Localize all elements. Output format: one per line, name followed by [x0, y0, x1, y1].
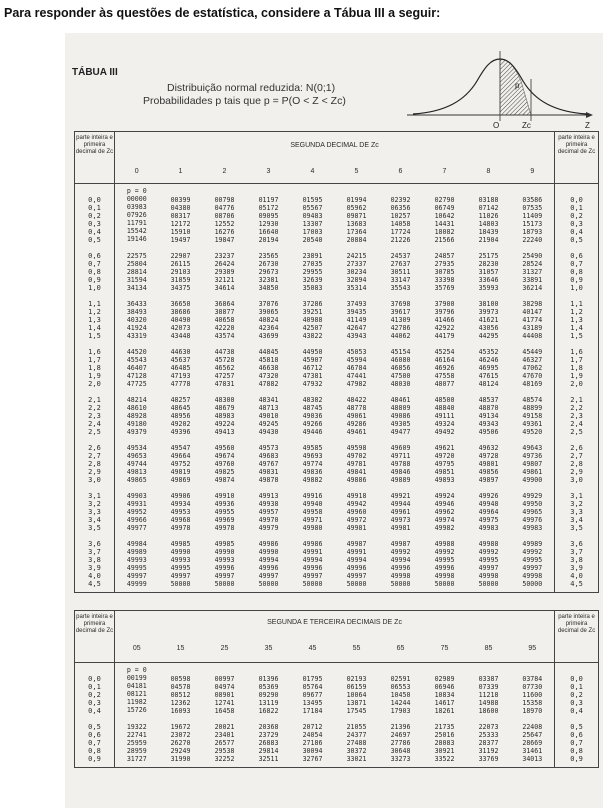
- value-cell: 03188 07142 11026 14803 18439 21904: [478, 196, 499, 244]
- value-cell: 49986 49990 49994 49996 49997 50000: [247, 536, 291, 593]
- value-cell: 45352 46246 46995 47615 48124: [478, 348, 499, 388]
- normal-curve-diagram: [405, 37, 597, 129]
- intro-text: Para responder às questões de estatística, considere a Tábua III a seguir:: [4, 6, 441, 20]
- table-row: [75, 392, 599, 440]
- table1-caption: SEGUNDA DECIMAL DE Zc: [115, 132, 555, 161]
- value-cell: 48214 48610 48928 49180 49379: [126, 396, 147, 436]
- value-cell: 44845 45818 46638 47320 47882: [258, 348, 279, 388]
- value-cell: 45053 45994 46784 47441 47982: [346, 348, 367, 388]
- value-cell: 24537 27637 30511 33147 35543: [390, 252, 411, 292]
- value-cell: 03586 07535 11409 15173 18793 22240: [522, 196, 543, 244]
- table-segunda-terceira-decimais: [74, 610, 599, 768]
- value-cell: 48257 48645 48956 49202 49396: [170, 396, 191, 436]
- value-cell: 49906 49934 49953 49968 49978: [170, 492, 191, 532]
- table-scan: [65, 33, 603, 808]
- value-cell: 03784 07730 11600 15358 18970: [522, 675, 543, 715]
- column-header: 55: [335, 635, 379, 663]
- table-subtitle: Distribuição normal reduzida: N(0;1): [167, 82, 336, 94]
- value-cell: 23237 26424 29389 32121 34614: [214, 252, 235, 292]
- zc-cell: 1,6 1,7 1,8 1,9 2,0: [75, 344, 115, 392]
- column-header: 7: [423, 160, 467, 184]
- value-cell: 49585 49693 49774 49836 49882: [302, 444, 323, 484]
- value-cell: 49913 49938 49957 49970 49979: [258, 492, 279, 532]
- value-cell: 49987 49991 49994 49996 49997 50000: [335, 536, 379, 593]
- zc-cell: 0,0 0,1 0,2 0,3 0,4 0,5: [555, 184, 599, 249]
- value-cell: 21055 24377 27488 30372 33021: [335, 719, 379, 768]
- value-cell: 02392 06356 10257 14058 17724 21226: [390, 196, 411, 244]
- value-cell: 19672 23072 26270 29249 31990: [159, 719, 203, 768]
- value-cell: 23891 27035 29955 32639 35083: [302, 252, 323, 292]
- value-cell: 48341 48713 49010 49245 49430: [258, 396, 279, 436]
- value-cell: 49987 49992 49994 49996 49998 50000: [379, 536, 423, 593]
- value-cell: p = 0 00000 03983 07926 11791 15542 19146: [115, 184, 159, 249]
- value-cell: 21396 24697 27786 30648 33273: [379, 719, 423, 768]
- value-cell: 48537 48870 49134 49343 49506: [478, 396, 499, 436]
- value-cell: 20368 23729 26883 29814 32511: [247, 719, 291, 768]
- value-cell: 21735 25016 28083 30921 33522: [423, 719, 467, 768]
- column-header: 25: [203, 635, 247, 663]
- value-cell: 48382 48745 49036 49266 49446: [302, 396, 323, 436]
- table-title: TÁBUA III: [72, 67, 118, 78]
- value-cell: 49921 49944 49961 49973 49981: [390, 492, 411, 532]
- value-cell: 49573 49683 49767 49831 49878: [258, 444, 279, 484]
- value-cell: 49985 49990 49993 49995 49997 50000: [159, 536, 203, 593]
- value-cell: 22575 25804 28814 31594 34134: [126, 252, 147, 292]
- zc-cell: 0,0 0,1 0,2 0,3 0,4: [555, 663, 599, 720]
- value-cell: 02193 06159 10064 13871 17545: [346, 675, 367, 715]
- zc-cell: 3,6 3,7 3,8 3,9 4,0 4,5: [555, 536, 599, 593]
- zc-cell: 3,1 3,2 3,3 3,4 3,5: [75, 488, 115, 536]
- column-header: 65: [379, 635, 423, 663]
- table-row: [75, 488, 599, 536]
- column-header: 05: [115, 635, 159, 663]
- column-header: 35: [247, 635, 291, 663]
- zc-cell: 2,6 2,7 2,8 2,9 3,0: [75, 440, 115, 488]
- value-cell: 22408 25647 28669 31461 34013: [511, 719, 555, 768]
- table-row: [75, 536, 599, 593]
- value-cell: 20712 24054 27186 30094 32767: [291, 719, 335, 768]
- value-cell: 36433 38493 40320 41924 43319: [126, 300, 147, 340]
- table2-caption: SEGUNDA E TERCEIRA DECIMAIS DE Zc: [115, 611, 555, 636]
- value-cell: 48300 48679 48983 49224 49413: [214, 396, 235, 436]
- table-row: [75, 248, 599, 296]
- curve-label-p: p: [515, 81, 520, 90]
- value-cell: 00399 04380 08317 12172 15910 19497: [170, 196, 191, 244]
- value-cell: 49910 49936 49955 49969 49978: [214, 492, 235, 532]
- value-cell: 48574 48899 49158 49361 49520: [522, 396, 543, 436]
- value-cell: 49989 49992 49995 49997 49998 50000: [511, 536, 555, 593]
- value-cell: 48461 48809 49086 49305 49477: [390, 396, 411, 436]
- value-cell: 48422 48778 49061 49286 49461: [346, 396, 367, 436]
- side-label-right: parte inteira e primeira decimal de Zc: [555, 132, 599, 184]
- value-cell: 25175 28230 31057 33646 35993: [478, 252, 499, 292]
- curve-label-zc: Zc: [522, 121, 531, 129]
- value-cell: 49988 49992 49995 49997 49998 50000: [467, 536, 511, 593]
- zc-cell: 2,1 2,2 2,3 2,4 2,5: [75, 392, 115, 440]
- value-cell: 49986 49991 49994 49996 49997 50000: [291, 536, 335, 593]
- value-cell: 49598 49702 49781 49841 49886: [346, 444, 367, 484]
- value-cell: 00997 04974 08901 12741 16458: [214, 675, 235, 715]
- zc-cell: 2,1 2,2 2,3 2,4 2,5: [555, 392, 599, 440]
- value-cell: 01595 05567 09483 13307 17003 20540: [302, 196, 323, 244]
- value-cell: 20021 23401 26577 29538 32252: [203, 719, 247, 768]
- zc-cell: 3,1 3,2 3,3 3,4 3,5: [555, 488, 599, 536]
- value-cell: 22907 26115 29103 31859 34375: [170, 252, 191, 292]
- value-cell: 48500 48840 49111 49324 49492: [434, 396, 455, 436]
- value-cell: 37286 39251 40988 42507 43822: [302, 300, 323, 340]
- zc-cell: 0,6 0,7 0,8 0,9 1,0: [555, 248, 599, 296]
- value-cell: 00598 04578 08512 12362 16093: [170, 675, 191, 715]
- side-label-right: parte inteira e primeira decimal de Zc: [555, 611, 599, 663]
- value-cell: 49926 49948 49964 49975 49983: [478, 492, 499, 532]
- zc-cell: 0,5 0,6 0,7 0,8 0,9: [555, 719, 599, 768]
- column-header: 15: [159, 635, 203, 663]
- side-label-left: parte inteira e primeira decimal de Zc: [75, 611, 115, 663]
- value-cell: 38298 40147 41774 43189 44408: [522, 300, 543, 340]
- zc-cell: 1,1 1,2 1,3 1,4 1,5: [75, 296, 115, 344]
- column-header: 0: [115, 160, 159, 184]
- value-cell: 03387 07339 11218 14988 18600: [478, 675, 499, 715]
- value-cell: 49985 49990 49993 49996 49997 50000: [203, 536, 247, 593]
- column-header: 75: [423, 635, 467, 663]
- zc-cell: 0,6 0,7 0,8 0,9 1,0: [75, 248, 115, 296]
- table2-body: [75, 663, 599, 768]
- value-cell: 37698 39617 41309 42786 44062: [390, 300, 411, 340]
- value-cell: 01795 05764 09677 13495 17184: [302, 675, 323, 715]
- value-cell: 49918 49942 49960 49972 49981: [346, 492, 367, 532]
- column-header: 2: [203, 160, 247, 184]
- value-cell: 01396 05369 09290 13119 16822: [258, 675, 279, 715]
- column-header: 6: [379, 160, 423, 184]
- zc-cell: 0,0 0,1 0,2 0,3 0,4: [75, 663, 115, 720]
- value-cell: 49903 49931 49952 49966 49977: [126, 492, 147, 532]
- value-cell: 44630 45637 46485 47193 47778: [170, 348, 191, 388]
- value-cell: 02790 06749 10642 14431 18082 21566: [434, 196, 455, 244]
- zc-cell: 0,5 0,6 0,7 0,8 0,9: [75, 719, 115, 768]
- value-cell: 45254 46164 46926 47558 48077: [434, 348, 455, 388]
- value-cell: 44738 45728 46562 47257 47831: [214, 348, 235, 388]
- value-cell: 49988 49992 49995 49996 49998 50000: [423, 536, 467, 593]
- value-cell: 22073 25333 28377 31192 33769: [467, 719, 511, 768]
- zc-cell: 1,6 1,7 1,8 1,9 2,0: [555, 344, 599, 392]
- value-cell: 38100 39973 41621 43056 44295: [478, 300, 499, 340]
- curve-label-z: Z: [585, 121, 590, 129]
- zc-cell: 0,0 0,1 0,2 0,3 0,4 0,5: [75, 184, 115, 249]
- value-cell: 37076 39065 40824 42364 43699: [258, 300, 279, 340]
- value-cell: 45154 46080 46856 47500 48030: [390, 348, 411, 388]
- p-zero-label: p = 0: [126, 187, 147, 195]
- value-cell: 49534 49653 49744 49813 49865: [126, 444, 147, 484]
- side-label-left: parte inteira e primeira decimal de Zc: [75, 132, 115, 184]
- table-row: [75, 296, 599, 344]
- curve-label-o: O: [493, 121, 500, 129]
- value-cell: 02989 06946 10834 14617 18261: [434, 675, 455, 715]
- value-cell: 49924 49946 49962 49974 49982: [434, 492, 455, 532]
- column-header: 85: [467, 635, 511, 663]
- value-cell: 36650 38686 40490 42073 43448: [170, 300, 191, 340]
- table-row: [75, 184, 599, 249]
- value-cell: 49560 49674 49760 49825 49874: [214, 444, 235, 484]
- value-cell: 49929 49950 49965 49976 49983: [522, 492, 543, 532]
- value-cell: 00798 04776 08706 12552 16276 19847: [214, 196, 235, 244]
- value-cell: 01197 05172 09095 12930 16640 20194: [258, 196, 279, 244]
- column-header: 1: [159, 160, 203, 184]
- table-segunda-decimal: [74, 131, 599, 593]
- table-row: [75, 663, 599, 720]
- value-cell: 19322 22741 25959 28959 31727: [115, 719, 159, 768]
- value-cell: 49632 49728 49801 49856 49897: [478, 444, 499, 484]
- table-row: [75, 719, 599, 768]
- value-cell: 37900 39796 41466 42922 44179: [434, 300, 455, 340]
- value-cell: p = 0 00199 04181 08121 11982 15726: [115, 663, 159, 720]
- value-cell: 23565 26730 29673 32381 34850: [258, 252, 279, 292]
- value-cell: 49984 49989 49993 49995 49997 49999: [115, 536, 159, 593]
- column-header: 3: [247, 160, 291, 184]
- table-subtitle-probability: Probabilidades p tais que p = P(O < Z < Zc): [143, 95, 346, 107]
- value-cell: 49621 49720 49795 49851 49893: [434, 444, 455, 484]
- p-zero-label: p = 0: [126, 666, 147, 674]
- column-header: 8: [467, 160, 511, 184]
- value-cell: 25490 28524 31327 33891 36214: [522, 252, 543, 292]
- value-cell: 44520 45543 46407 47128 47725: [126, 348, 147, 388]
- value-cell: 49643 49736 49807 49861 49900: [522, 444, 543, 484]
- value-cell: 37493 39435 41149 42647 43943: [346, 300, 367, 340]
- column-header: 5: [335, 160, 379, 184]
- column-header: 45: [291, 635, 335, 663]
- table-row: [75, 344, 599, 392]
- zc-cell: 3,6 3,7 3,8 3,9 4,0 4,5: [75, 536, 115, 593]
- value-cell: 36864 38877 40658 42220 43574: [214, 300, 235, 340]
- table1-body: [75, 184, 599, 593]
- value-cell: 49916 49940 49958 49971 49980: [302, 492, 323, 532]
- value-cell: 44950 45907 46712 47381 47932: [302, 348, 323, 388]
- table-row: [75, 440, 599, 488]
- value-cell: 02591 06553 10450 14244 17903: [390, 675, 411, 715]
- value-cell: 24857 27935 30785 33398 35769: [434, 252, 455, 292]
- column-header: 4: [291, 160, 335, 184]
- value-cell: 45449 46327 47062 47670 48169: [522, 348, 543, 388]
- column-header: 95: [511, 635, 555, 663]
- value-cell: 24215 27337 30234 32894 35314: [346, 252, 367, 292]
- zc-cell: 1,1 1,2 1,3 1,4 1,5: [555, 296, 599, 344]
- column-header: 9: [511, 160, 555, 184]
- value-cell: 49547 49664 49752 49819 49869: [170, 444, 191, 484]
- zc-cell: 2,6 2,7 2,8 2,9 3,0: [555, 440, 599, 488]
- value-cell: 49609 49711 49788 49846 49889: [390, 444, 411, 484]
- value-cell: 01994 05962 09871 13683 17364 20884: [346, 196, 367, 244]
